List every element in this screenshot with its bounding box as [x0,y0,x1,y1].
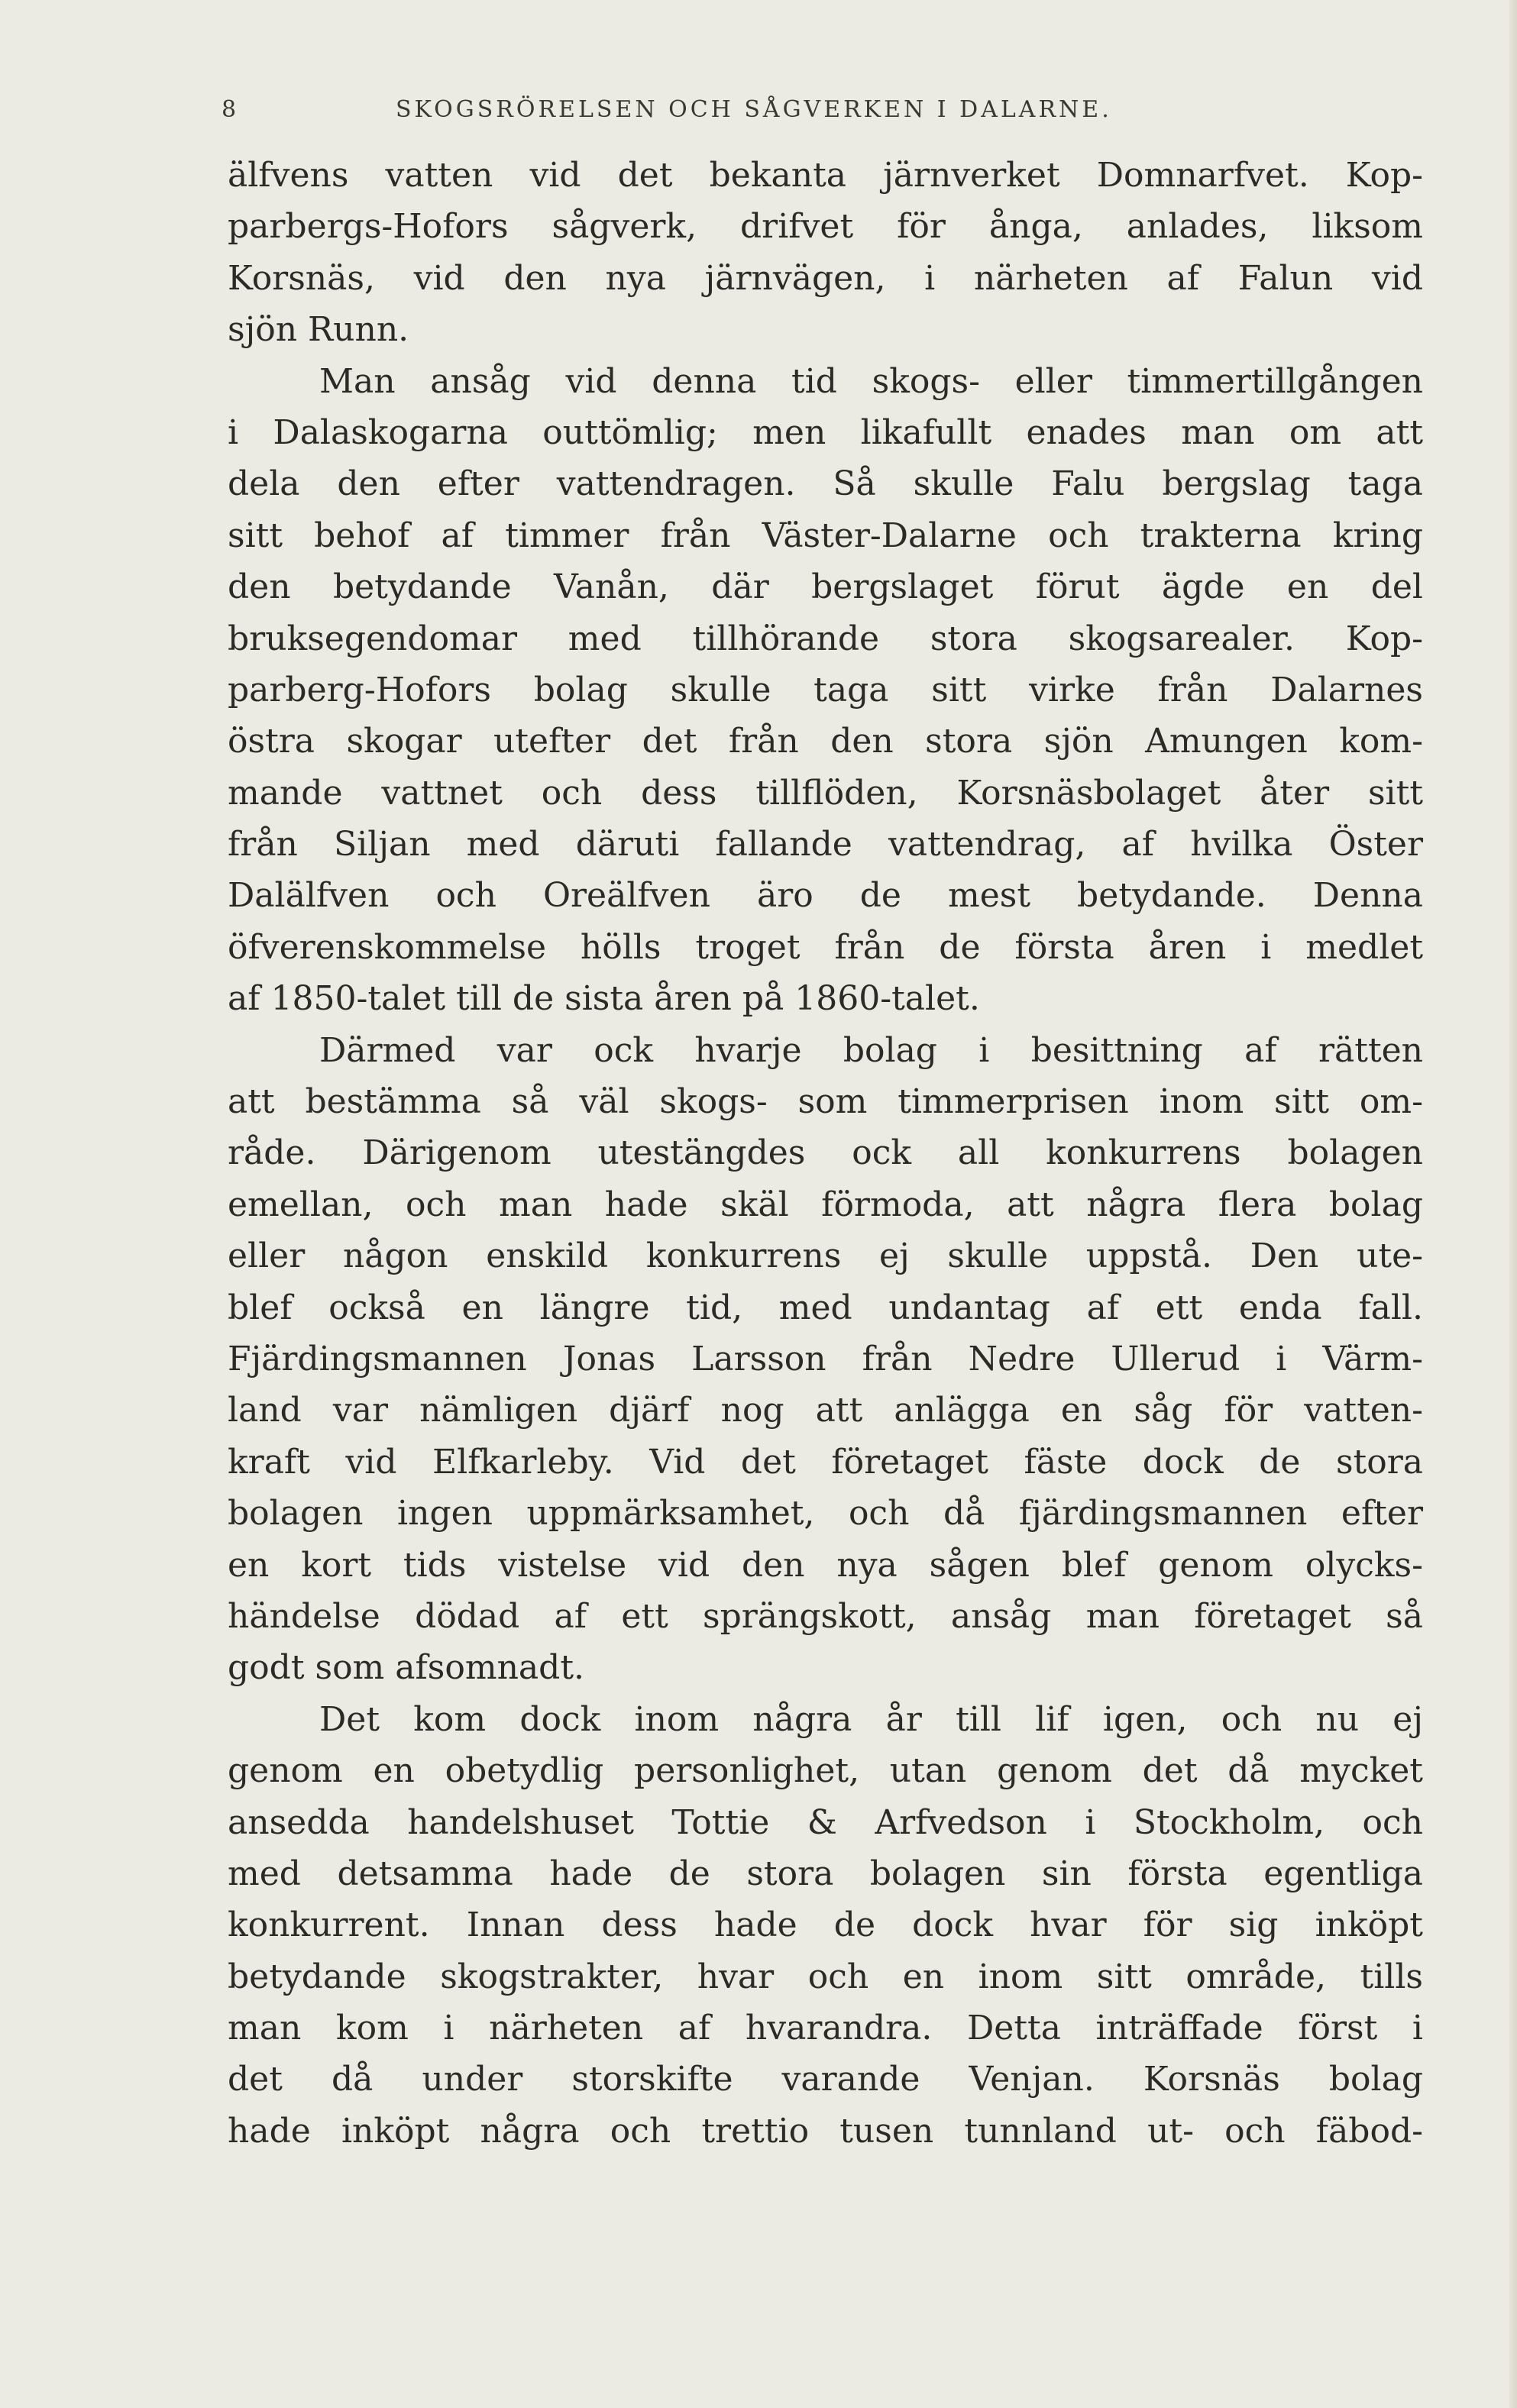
text-line: emellan, och man hade skäl förmoda, att några flera bolag [228,1185,1423,1224]
text-line: godt som afsomnadt. [228,1648,584,1688]
text-line: sjön Runn. [228,310,409,350]
text-line: Man ansåg vid denna tid skogs- eller timmertillgången [319,361,1423,401]
text-line: bolagen ingen uppmärksamhet, och då fjärdingsmannen efter [228,1494,1423,1534]
page-number: 8 [222,96,240,123]
text-line: en kort tids vistelse vid den nya sågen blef genom olycks- [228,1545,1423,1585]
text-line: Därmed var ock hvarje bolag i besittning af rätten [319,1030,1423,1070]
text-line: mande vattnet och dess tillflöden, Korsnäsbolaget åter sitt [228,773,1423,813]
page-edge [1509,0,1517,2408]
text-line: parberg-Hofors bolag skulle taga sitt virke från Dalarnes [228,670,1423,709]
text-line: ansedda handelshuset Tottie & Arfvedson i Stockholm, och [228,1802,1423,1842]
text-line: genom en obetydlig personlighet, utan genom det då mycket [228,1751,1423,1791]
text-line: att bestämma så väl skogs- som timmerprisen inom sitt om- [228,1082,1423,1122]
text-line: dela den efter vattendragen. Så skulle Falu bergslag taga [228,464,1423,504]
text-line: sitt behof af timmer från Väster-Dalarne och trakterna kring [228,516,1423,555]
text-line: land var nämligen djärf nog att anlägga en såg för vatten- [228,1391,1423,1430]
text-line: eller någon enskild konkurrens ej skulle uppstå. Den ute- [228,1236,1423,1276]
text-line: det då under storskifte varande Venjan. Korsnäs bolag [228,2060,1423,2099]
text-line: Fjärdingsmannen Jonas Larsson från Nedre Ullerud i Värm- [228,1339,1423,1379]
text-line: af 1850-talet till de sista åren på 1860-talet. [228,979,980,1019]
running-title: SKOGSRÖRELSEN OCH SÅGVERKEN I DALARNE. [396,96,1112,123]
text-line: östra skogar utefter det från den stora sjön Amungen kom- [228,722,1423,761]
text-line: Korsnäs, vid den nya järnvägen, i närheten af Falun vid [228,258,1423,298]
text-line: Det kom dock inom några år till lif igen, och nu ej [319,1699,1423,1739]
running-head [222,96,1367,127]
text-line: man kom i närheten af hvarandra. Detta inträffade först i [228,2009,1423,2048]
text-line: betydande skogstrakter, hvar och en inom sitt område, tills [228,1957,1423,1996]
text-line: med detsamma hade de stora bolagen sin första egentliga [228,1854,1423,1893]
body-text [228,150,1423,2157]
text-line: den betydande Vanån, där bergslaget förut ägde en del [228,567,1423,607]
text-line: hade inköpt några och trettio tusen tunnland ut- och fäbod- [228,2111,1423,2151]
text-line: parbergs-Hofors sågverk, drifvet för ånga, anlades, liksom [228,207,1423,247]
text-line: konkurrent. Innan dess hade de dock hvar för sig inköpt [228,1905,1423,1945]
text-line: råde. Därigenom utestängdes ock all konkurrens bolagen [228,1133,1423,1173]
text-line: öfverenskommelse hölls troget från de första åren i medlet [228,927,1423,967]
text-line: Dalälfven och Oreälfven äro de mest betydande. Denna [228,876,1423,916]
text-line: i Dalaskogarna outtömlig; men likafullt enades man om att [228,412,1423,452]
text-line: från Siljan med däruti fallande vattendrag, af hvilka Öster [228,825,1423,865]
text-line: blef också en längre tid, med undantag af ett enda fall. [228,1288,1423,1327]
text-line: händelse dödad af ett sprängskott, ansåg man företaget så [228,1596,1423,1636]
text-line: bruksegendomar med tillhörande stora skogsarealer. Kop- [228,619,1423,658]
text-line: älfvens vatten vid det bekanta järnverket Domnarfvet. Kop- [228,156,1423,195]
text-line: kraft vid Elfkarleby. Vid det företaget fäste dock de stora [228,1442,1423,1482]
